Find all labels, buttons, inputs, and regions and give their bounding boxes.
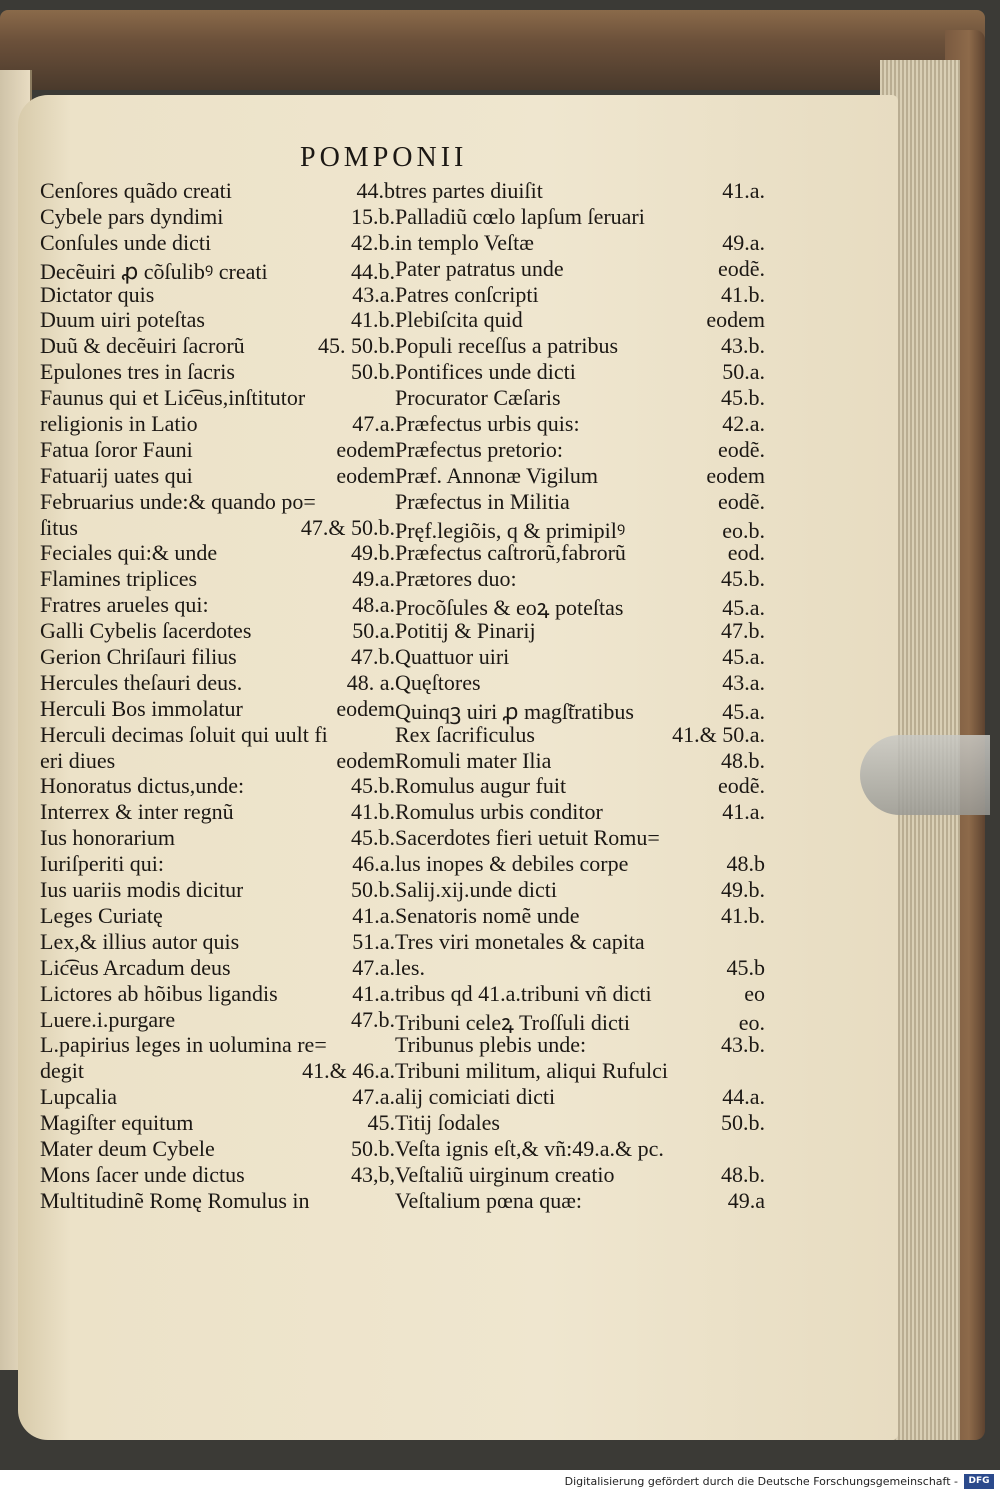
- index-entry: [395, 359, 765, 385]
- entry-term: Potitij & Pinarij: [395, 618, 536, 644]
- entry-reference: 15.b.: [351, 203, 395, 229]
- entry-term: Præf. Annonæ Vigilum: [395, 462, 599, 488]
- entry-term: L.papirius leges in uolumina re=: [40, 1032, 327, 1058]
- index-entry: [395, 204, 765, 230]
- index-entry: [395, 773, 765, 799]
- entry-reference: 43.a.: [722, 669, 765, 695]
- index-entry: [40, 670, 395, 696]
- entry-term: Flamines triplices: [40, 566, 198, 592]
- entry-reference: eodem: [706, 462, 765, 488]
- index-entry: [395, 489, 765, 515]
- entry-term: Fatua ſoror Fauni: [40, 436, 193, 462]
- entry-reference: 50.b.: [351, 1135, 395, 1161]
- index-entry: [395, 385, 765, 411]
- entry-reference: 41.a.: [722, 799, 765, 825]
- entry-term: Lic͡eus Arcadum deus: [40, 954, 231, 980]
- entry-reference: 41.b.: [721, 281, 765, 307]
- index-entry: [40, 773, 395, 799]
- index-entry: [40, 903, 395, 929]
- entry-reference: 43.b.: [721, 333, 765, 359]
- dfg-logo: DFG: [964, 1474, 994, 1489]
- entry-reference: 43.a.: [352, 281, 395, 307]
- index-entry: [395, 307, 765, 333]
- entry-reference: 43,b,: [351, 1161, 395, 1187]
- entry-term: Conſules unde dicti: [40, 229, 212, 255]
- index-entry: [395, 566, 765, 592]
- entry-term: Duum uiri poteſtas: [40, 307, 205, 333]
- entry-reference: eodem: [336, 695, 395, 721]
- entry-reference: 44.b.: [351, 258, 395, 284]
- index-entry: [40, 877, 395, 903]
- entry-term: Prætores duo:: [395, 566, 517, 592]
- entry-term: religionis in Latio: [40, 411, 198, 437]
- index-entry: [395, 955, 765, 981]
- entry-term: lus inopes & debiles corpe: [395, 851, 629, 877]
- entry-reference: 41.a.: [352, 902, 395, 928]
- entry-reference: 50.a.: [722, 359, 765, 385]
- index-entry: [40, 748, 395, 774]
- entry-reference: 41.& 50.a.: [672, 721, 765, 747]
- entry-term: Feciales qui:& unde: [40, 540, 218, 566]
- index-entry: [395, 592, 765, 621]
- entry-term: Lex,& illius autor quis: [40, 928, 240, 954]
- index-entry: [40, 981, 395, 1007]
- index-entry: [395, 463, 765, 489]
- index-entry: [40, 178, 395, 204]
- entry-reference: 47.b.: [351, 1006, 395, 1032]
- entry-term: Salij.xij.unde dicti: [395, 877, 557, 903]
- entry-term: Ius honorarium: [40, 825, 176, 851]
- entry-reference: 50.b.: [351, 359, 395, 385]
- index-entry: [395, 929, 765, 955]
- entry-reference: eodem: [706, 307, 765, 333]
- entry-reference: 48. a.: [346, 669, 395, 695]
- index-entry: [40, 929, 395, 955]
- entry-term: Sacerdotes fieri uetuit Romu=: [395, 825, 660, 851]
- entry-term: Patres conſcripti: [395, 281, 539, 307]
- entry-term: Galli Cybelis ſacerdotes: [40, 618, 252, 644]
- index-entry: [40, 1058, 395, 1084]
- index-entry: [40, 955, 395, 981]
- entry-term: Interrex & inter regnũ: [40, 799, 234, 825]
- entry-term: Gerion Chriſauri filius: [40, 644, 237, 670]
- entry-term: Rex ſacrificulus: [395, 721, 535, 747]
- entry-reference: 49.a.: [352, 566, 395, 592]
- entry-reference: 41.b.: [351, 799, 395, 825]
- entry-reference: 49.a: [727, 1187, 765, 1213]
- entry-reference: 45. 50.b.: [318, 333, 395, 359]
- index-entry: [40, 618, 395, 644]
- entry-term: Dictator quis: [40, 281, 155, 307]
- index-entry: [40, 385, 395, 411]
- entry-reference: 47.a.: [352, 954, 395, 980]
- entry-term: Mater deum Cybele: [40, 1135, 215, 1161]
- entry-reference: 45.b.: [721, 566, 765, 592]
- index-entry: [40, 1032, 395, 1058]
- index-entry: [395, 515, 765, 541]
- entry-term: Decẽuiri ꝓ cõſulibꝰ creati: [40, 258, 268, 284]
- entry-reference: 48.b.: [721, 747, 765, 773]
- entry-term: Plebiſcita quid: [395, 307, 523, 333]
- entry-term: Leges Curiatę: [40, 902, 163, 928]
- entry-reference: eodẽ.: [717, 773, 765, 799]
- entry-term: Cenſores quãdo creati: [40, 178, 232, 203]
- entry-term: Duũ & decẽuiri ſacrorũ: [40, 333, 245, 359]
- index-entry: [395, 1110, 765, 1136]
- index-entry: [395, 540, 765, 566]
- index-entry: [395, 178, 765, 204]
- index-entry: [395, 411, 765, 437]
- entry-term: Romulus urbis conditor: [395, 799, 603, 825]
- index-entry: [40, 359, 395, 385]
- entry-term: in templo Veſtæ: [395, 229, 534, 255]
- index-entry: [40, 566, 395, 592]
- index-entry: [40, 307, 395, 333]
- entry-reference: 49.a.: [722, 229, 765, 255]
- entry-reference: 41.a.: [352, 980, 395, 1006]
- entry-reference: 47.a.: [352, 1084, 395, 1110]
- entry-term: Fratres arueles qui:: [40, 592, 209, 618]
- index-entry: [40, 540, 395, 566]
- entry-reference: 48.b: [726, 851, 765, 877]
- index-entry: [395, 851, 765, 877]
- entry-reference: 45.b.: [351, 825, 395, 851]
- entry-reference: eo.b.: [722, 517, 765, 543]
- entry-term: Quinqꝫ uiri ꝓ magſ̃tratibus: [395, 698, 634, 724]
- index-entry: [40, 1084, 395, 1110]
- index-entry: [40, 463, 395, 489]
- index-entry: [40, 1188, 395, 1214]
- bookmark-tab: [860, 735, 990, 815]
- entry-reference: 50.b.: [351, 877, 395, 903]
- entry-term: Herculi Bos immolatur: [40, 695, 243, 721]
- entry-reference: 41.& 46.a.: [302, 1058, 395, 1084]
- entry-term: Honoratus dictus,unde:: [40, 773, 245, 799]
- index-entry: [40, 411, 395, 437]
- entry-reference: 44.a.: [722, 1084, 765, 1110]
- entry-term: Romulus augur fuit: [395, 773, 567, 799]
- index-entry: [395, 825, 765, 851]
- index-entry: [40, 256, 395, 282]
- entry-term: Multitudinẽ Romę Romulus in: [40, 1187, 310, 1213]
- entry-term: Luere.i.purgare: [40, 1006, 176, 1032]
- entry-reference: 46.a.: [352, 851, 395, 877]
- book-top-edge: [0, 10, 985, 90]
- entry-term: Præfectus in Militia: [395, 488, 570, 514]
- index-entry: [395, 981, 765, 1007]
- index-entry: [395, 644, 765, 670]
- entry-reference: 45.a.: [722, 595, 765, 621]
- entry-term: Tribuni celeꝝ Troſſuli dicti: [395, 1009, 630, 1035]
- entry-term: eri diues: [40, 747, 116, 773]
- index-entry: [40, 1110, 395, 1136]
- entry-term: Iuriſperiti qui:: [40, 851, 165, 877]
- index-entry: [40, 1162, 395, 1188]
- entry-term: Herculi decimas ſoluit qui uult fi: [40, 721, 328, 747]
- entry-reference: 49.b.: [351, 540, 395, 566]
- entry-reference: eodẽ.: [717, 488, 765, 514]
- entry-reference: 45.a.: [722, 698, 765, 724]
- left-column: [40, 178, 395, 1214]
- index-entry: [395, 1188, 765, 1214]
- entry-term: Hercules theſauri deus.: [40, 669, 243, 695]
- entry-term: Magiſter equitum: [40, 1110, 194, 1136]
- index-entry: [395, 1162, 765, 1188]
- entry-term: Tribunus plebis unde:: [395, 1032, 587, 1058]
- entry-reference: eodem: [336, 436, 395, 462]
- entry-term: Pater patratus unde: [395, 255, 564, 281]
- entry-reference: 47.& 50.b.: [300, 514, 395, 540]
- entry-reference: eodem: [336, 462, 395, 488]
- entry-reference: 48.a.: [352, 592, 395, 618]
- footer-credit: Digitalisierung gefördert durch die Deutsche Forschungsgemeinschaft -: [564, 1475, 958, 1488]
- entry-term: Præfectus caſtrorũ,fabrorũ: [395, 540, 626, 566]
- entry-reference: 47.b.: [351, 644, 395, 670]
- entry-term: Veſtalium pœna quæ:: [395, 1187, 582, 1213]
- entry-term: Præfectus urbis quis:: [395, 411, 580, 437]
- entry-reference: 45.b: [726, 954, 765, 980]
- index-entry: [395, 437, 765, 463]
- footer-bar: [0, 1470, 1000, 1494]
- entry-reference: eod.: [727, 540, 765, 566]
- entry-reference: 44.b: [356, 178, 395, 203]
- entry-term: Procurator Cæſaris: [395, 385, 561, 411]
- entry-term: Tres viri monetales & capita: [395, 928, 645, 954]
- index-entry: [40, 489, 395, 515]
- entry-term: Quęſtores: [395, 669, 481, 695]
- entry-term: Quattuor uiri: [395, 644, 510, 670]
- entry-term: degit: [40, 1058, 84, 1084]
- entry-reference: 41.b.: [351, 307, 395, 333]
- entry-term: Epulones tres in ſacris: [40, 359, 235, 385]
- entry-reference: 48.b.: [721, 1161, 765, 1187]
- entry-term: Senatoris nomẽ unde: [395, 902, 580, 928]
- entry-term: Pręf.legiõis, q & primipilꝰ: [395, 517, 626, 543]
- index-entry: [395, 748, 765, 774]
- entry-reference: eodem: [336, 747, 395, 773]
- entry-reference: 45.: [367, 1110, 395, 1136]
- entry-reference: 41.a.: [722, 178, 765, 203]
- index-entry: [395, 1136, 765, 1162]
- entry-reference: 45.b.: [721, 385, 765, 411]
- entry-reference: eodẽ.: [717, 255, 765, 281]
- entry-term: Palladiũ cœlo lapſum ſeruari: [395, 203, 645, 229]
- index-entry: [40, 515, 395, 541]
- entry-term: Populi receſſus a patribus: [395, 333, 619, 359]
- entry-term: Lupcalia: [40, 1084, 117, 1110]
- entry-reference: 50.a.: [352, 618, 395, 644]
- entry-term: Tribuni militum, aliqui Rufulci: [395, 1058, 668, 1084]
- entry-reference: 51.a.: [352, 928, 395, 954]
- index-entry: [40, 333, 395, 359]
- index-entry: [395, 799, 765, 825]
- index-entry: [40, 1007, 395, 1033]
- index-entry: [40, 437, 395, 463]
- index-entry: [395, 696, 765, 722]
- index-entry: [395, 1058, 765, 1084]
- entry-term: Februarius unde:& quando po=: [40, 488, 316, 514]
- entry-reference: 42.a.: [722, 411, 765, 437]
- entry-term: ſitus: [40, 514, 78, 540]
- index-entry: [40, 204, 395, 230]
- index-entry: [395, 333, 765, 359]
- index-entry: [395, 670, 765, 696]
- entry-term: Fatuarij uates qui: [40, 462, 193, 488]
- index-entry: [40, 722, 395, 748]
- index-entry: [40, 825, 395, 851]
- index-entry: [395, 1032, 765, 1058]
- page-header: POMPONII: [300, 142, 468, 173]
- index-entry: [40, 230, 395, 256]
- entry-term: tribus qd 41.a.tribuni vñ dicti: [395, 980, 652, 1006]
- entry-term: Veſtaliũ uirginum creatio: [395, 1161, 615, 1187]
- entry-reference: eodẽ.: [717, 436, 765, 462]
- entry-term: Præfectus pretorio:: [395, 436, 564, 462]
- entry-term: Titij ſodales: [395, 1110, 500, 1136]
- entry-term: Mons ſacer unde dictus: [40, 1161, 245, 1187]
- index-entry: [40, 799, 395, 825]
- entry-reference: 42.b.: [351, 229, 395, 255]
- index-entry: [40, 696, 395, 722]
- entry-reference: 47.a.: [352, 411, 395, 437]
- index-entry: [40, 592, 395, 618]
- entry-term: Ius uariis modis dicitur: [40, 877, 244, 903]
- entry-term: Cybele pars dyndimi: [40, 203, 224, 229]
- entry-term: Romuli mater Ilia: [395, 747, 552, 773]
- entry-term: Lictores ab hõibus ligandis: [40, 980, 278, 1006]
- index-entry: [40, 1136, 395, 1162]
- entry-reference: 45.a.: [722, 644, 765, 670]
- entry-term: alij comiciati dicti: [395, 1084, 556, 1110]
- index-entry: [395, 1007, 765, 1033]
- entry-reference: 50.b.: [721, 1110, 765, 1136]
- index-entry: [395, 1084, 765, 1110]
- entry-term: Veſta ignis eſt,& vñ:49.a.& pc.: [395, 1135, 664, 1161]
- entry-reference: 43.b.: [721, 1032, 765, 1058]
- entry-reference: 49.b.: [721, 877, 765, 903]
- entry-reference: eo: [744, 980, 765, 1006]
- entry-reference: 47.b.: [721, 618, 765, 644]
- right-column: [395, 178, 765, 1214]
- entry-reference: 45.b.: [351, 773, 395, 799]
- index-entry: [395, 230, 765, 256]
- entry-term: les.: [395, 954, 425, 980]
- index-entry: [395, 877, 765, 903]
- index-entry: [40, 851, 395, 877]
- entry-term: tres partes diuiſit: [395, 178, 543, 203]
- entry-term: Procõſules & eoꝝ poteſtas: [395, 595, 624, 621]
- entry-term: Faunus qui et Lic͡eus,inſtitutor: [40, 385, 306, 411]
- entry-reference: eo.: [738, 1009, 765, 1035]
- index-entry: [40, 644, 395, 670]
- index-entry: [395, 282, 765, 308]
- index-entry: [395, 256, 765, 282]
- entry-reference: 41.b.: [721, 902, 765, 928]
- entry-term: Pontifices unde dicti: [395, 359, 576, 385]
- index-entry: [395, 903, 765, 929]
